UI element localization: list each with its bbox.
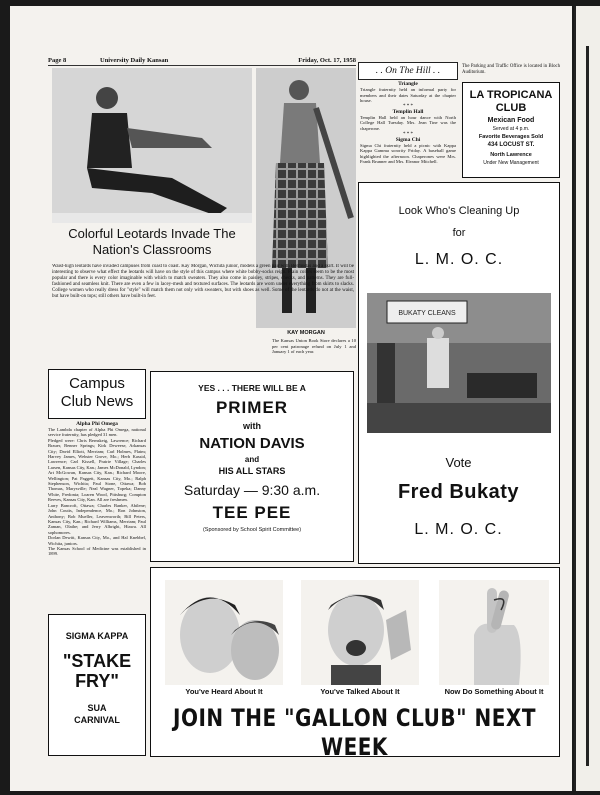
sigma-kappa-ad [48,614,146,756]
campus-club-title-1: Campus [69,375,125,392]
primer-line5: and [244,455,260,464]
tropicana-address: 434 LOCUST ST. [487,142,535,148]
gallon-photo-2 [301,580,419,685]
crossed-fingers-illustration [439,580,549,685]
primer-line4: NATION DAVIS [199,435,305,452]
item-text-templin: Templin Hall held an hour dance with North College Hall Tuesday. Mrs. Jean Tine was the chaperone. [360,114,456,131]
couple-illustration [165,580,283,685]
gallon-club-ad [150,567,560,761]
tropicana-name-2: CLUB [495,102,527,114]
primer-ad [150,371,354,562]
sigma-kappa-line2: "STAKE [62,651,132,671]
lmoc-vote: Vote [445,455,472,470]
item-divider: * * * [403,103,413,109]
gallon-caption-1: You've Heard About It [185,687,263,696]
gallon-photo-3 [439,580,549,685]
item-head-sigma-chi: Sigma Chi [395,136,421,143]
tropicana-beverages: Favorite Beverages Sold [478,134,544,140]
tropicana-food: Mexican Food [487,117,535,124]
club-p2: Pledged were: Chris Bernskeig, Lawrence; Richard Brauer, Benner Springs; Kirk Deweese, Arkansas City; David Elliott, Merriam; Carl Holmes, Flaim; Harvey James, Webster Grove, Mo.; Herb Kassid, Lawrence; Carl Kissell, Prairie Village; Charles Larsen, Kansas City, Kan.; James McDonald, Lyndon; Art McGowan, Kansas City, Kan.; Richard Moore, Wellington; Pat Paggett, Kansas City, Mo.; Ralph Stephenson, Wichita; Paul Stone, Ottawa; Bob Thomas, Marysville; Neal Wagner, Topeka; Danny White, Fredonia; Loaren Wood, Pittsburg; Compton Reeves, Kansas City, Kan. All are freshmen. [48,437,146,503]
page-header [48,57,356,66]
primer-line1: YES . . . THERE WILL BE A [198,383,306,393]
gallon-headline: JOIN THE "GALLON CLUB" NEXT WEEK [173,703,536,761]
standing-photo-caption: KAY MORGAN [287,330,325,336]
gallon-caption-2: You've Talked About It [320,687,400,696]
club-p5: The Kansas School of Medicine was established in 1899. [48,545,146,557]
primer-line7: Saturday — 9:30 a.m. [183,482,321,498]
primer-line6: HIS ALL STARS [218,466,286,476]
on-the-hill-title: . . On The Hill . . [375,66,441,76]
on-the-hill-title-box [358,62,458,80]
item-text-sigma-chi: Sigma Chi fraternity held a picnic with Kappa Kappa Gamma sorority Friday. A baseball game highlighted the afternoon. Chaperones were Mrs. Frank Brunner and Mrs. Eleanor Mitchell. [360,142,456,165]
issue-date: Friday, Oct. 17, 1958 [298,57,356,64]
campus-club-title-box [48,369,146,419]
page-edge-rule [586,46,589,766]
lmoc-sign-text: BUKATY CLEANS [398,310,456,317]
shouting-man-illustration [301,580,419,685]
club-head: Alpha Phi Omega [76,421,118,427]
page-number: Page 8 [48,57,67,64]
leotards-article-body: Waist-high leotards have invaded campuses from coast to coast. Kay Morgan, Wichita junior, models a green pair with Bermudas and a skirt. It will be interesting to observe what effect the leotards will have on the style of this campus where white bobby-socks reign. Plain colors seem to be the most popular and there is every color imaginable with which to match sweaters. They also come in paisley, stripes, checks, and patterns. They are full-fashioned and seamless knit. There are even a few in lacey-mesh and textured surfaces. The leotards are worn under everything from skirts to slacks. College women who really dress for "style" will match them not only with sweaters, but with shoes as well. Some of the leotards do not at the waist, but have built-on tops; still others have built-in feet. [52,264,354,300]
primer-line3: with [243,421,261,431]
item-head-triangle: Triangle [398,81,418,87]
leotards-headline: Colorful Leotards Invade The Nation's Classrooms [68,226,236,257]
gallon-photo-1 [165,580,283,685]
tropicana-name-1: LA TROPICANA [469,89,553,101]
campus-club-article [48,421,146,611]
leotard-photo-seated [52,68,252,223]
tropicana-location: North Lawrence [490,152,532,158]
sigma-kappa-line4: SUA [87,703,107,713]
tropicana-management: Under New Management [483,160,539,166]
primer-line8: TEE PEE [212,503,292,522]
parking-note: The Parking and Traffic Office is located in Bloch Auditorium. [462,64,560,75]
item-head-templin: Templin Hall [392,108,424,115]
gallon-caption-3: Now Do Something About It [444,687,544,696]
sigma-kappa-line3: FRY" [75,671,119,691]
tropicana-served: Served at 4 p.m. [492,126,530,132]
seated-model-illustration [52,68,252,223]
lmoc-candidate: Fred Bukaty [397,481,520,503]
cleaning-crowd-illustration [367,293,551,433]
primer-line2: PRIMER [215,398,289,417]
campus-club-title-2: Club News [60,393,134,410]
lmoc-office: L. M. O. C. [414,521,503,538]
next-page-edge [574,6,600,791]
lmoc-ad [358,182,560,564]
on-the-hill-items [360,81,456,165]
primer-line9: (Sponsored by School Spirit Committee) [202,527,302,533]
club-p1: The Lambda chapter of Alpha Phi Omega, national service fraternity, has pledged 31 men. [48,427,146,438]
tropicana-ad [462,82,560,178]
club-p4: Dorlan Dewitt, Kansas City, Mo., and Hal Knebbel, Wichita, juniors. [48,535,146,546]
lmoc-line3: L. M. O. C. [414,251,504,268]
paper-name: University Daily Kansan [100,57,169,64]
sigma-kappa-line5: CARNIVAL [74,715,120,725]
book-store-note: The Kansas Union Book Store declares a 10 per cent patronage refund on July 1 and January 1 of each year. [272,338,356,355]
lmoc-line1: Look Who's Cleaning Up [398,205,520,217]
item-text-triangle: Triangle fraternity held an informal party for members and their dates Saturday at the chapter house. [360,87,456,104]
item-divider: * * * [403,131,413,137]
lmoc-line2: for [452,227,466,239]
sigma-kappa-line1: SIGMA KAPPA [65,631,129,641]
club-p3: Larry Bancroft, Ottawa; Charles Banker, Abilene; John Coutts, Independence, Mo.; Ron Johnston, Anthony; Bob Mueller, Leavenworth; Bill Peters, Kansas City, Kan.; Richard Williams, Merriam; Paul Zaman, Olathe; and Jerry Albright, Hiawa. All sophomores. [48,502,146,535]
lmoc-photo [367,293,551,433]
